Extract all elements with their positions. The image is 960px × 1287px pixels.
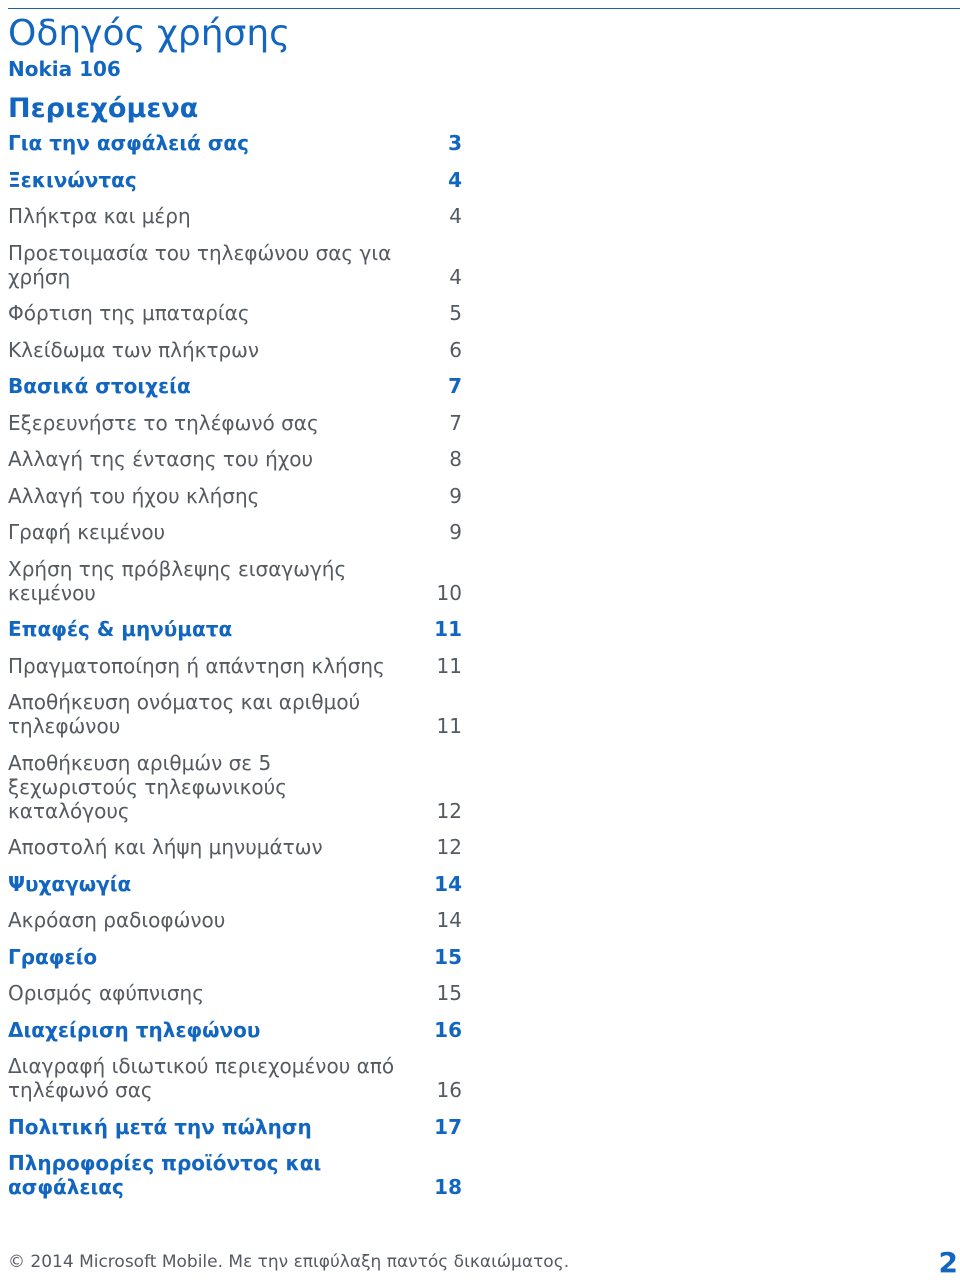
toc-entry-page: 9 [449,520,462,544]
toc-entry-title: Ακρόαση ραδιοφώνου [8,908,226,932]
toc-entry-title: Πλήκτρα και μέρη [8,204,191,228]
toc-entry-title: Ορισμός αφύπνισης [8,981,204,1005]
top-rule [8,8,960,9]
toc-section-entry[interactable] [8,484,462,508]
toc-chapter-entry[interactable] [8,617,462,641]
toc-entry-title: Πολιτική μετά την πώληση [8,1114,312,1139]
toc-entry-page: 12 [436,835,462,859]
toc-entry-page: 14 [434,871,462,896]
toc-section-entry[interactable] [8,751,462,823]
toc-entry-title: Εξερευνήστε το τηλέφωνό σας [8,410,319,435]
toc-section-entry[interactable] [8,690,462,738]
toc-entry-title: Γραφείο [8,944,98,969]
toc-entry-page: 18 [434,1175,462,1199]
toc-section-entry[interactable] [8,835,462,859]
toc-entry-title: Φόρτιση της μπαταρίας [8,301,250,325]
document-subtitle: Nokia 106 [8,57,121,81]
toc-entry-page: 11 [434,617,462,641]
toc-entry-page: 4 [448,167,462,192]
toc-entry-title: Για την ασφάλειά σας [8,131,249,155]
toc-section-entry[interactable] [8,908,462,932]
toc-entry-page: 11 [436,653,462,678]
toc-entry-page: 5 [449,301,462,325]
toc-entry-title: Αλλαγή του ήχου κλήσης [8,483,260,508]
toc-entry-title: Προετοιμασία του τηλεφώνου σας για χρήση [8,240,392,289]
toc-entry-page: 4 [449,204,462,228]
toc-chapter-entry[interactable] [8,872,462,896]
toc-entry-page: 3 [448,131,462,155]
toc-entry-page: 6 [449,337,462,362]
toc-entry-page: 14 [436,908,462,932]
toc-entry-title: Διαχείριση τηλεφώνου [8,1017,261,1042]
toc-chapter-entry[interactable] [8,1115,462,1139]
toc-chapter-entry[interactable] [8,131,462,155]
toc-entry-page: 12 [436,798,462,823]
toc-entry-title: Ξεκινώντας [8,167,137,192]
toc-entry-page: 16 [436,1078,462,1102]
toc-entry-title: Αλλαγή της έντασης του ήχου [8,447,314,471]
toc-entry-title: Γραφή κειμένου [8,520,166,544]
toc-section-entry[interactable] [8,301,462,325]
toc-section-entry[interactable] [8,204,462,228]
footer-page-number: 2 [938,1246,958,1279]
toc-entry-title: Επαφές & μηνύματα [8,617,233,641]
toc-chapter-entry[interactable] [8,1151,462,1199]
toc-entry-title: Πληροφορίες προϊόντος και ασφάλειας [8,1151,322,1199]
toc-entry-page: 11 [436,714,462,738]
toc-chapter-entry[interactable] [8,374,462,398]
toc-entry-title: Αποθήκευση αριθμών σε 5 ξεχωριστούς τηλεφωνικούς καταλόγους [8,750,287,823]
toc-chapter-entry[interactable] [8,1018,462,1042]
toc-entry-title: Κλείδωμα των πλήκτρων [8,337,260,362]
toc-entry-page: 15 [434,944,462,969]
toc-entry-title: Πραγματοποίηση ή απάντηση κλήσης [8,653,385,678]
toc-entry-title: Αποστολή και λήψη μηνυμάτων [8,835,323,859]
toc-entry-page: 4 [449,264,462,289]
toc-entry-page: 7 [449,410,462,435]
document-title: Οδηγός χρήσης [8,13,291,54]
toc-section-entry[interactable] [8,241,462,289]
toc-entry-page: 9 [449,483,462,508]
footer-copyright: © 2014 Microsoft Mobile. Με την επιφύλαξη παντός δικαιώματος. [8,1252,570,1272]
toc-entry-page: 7 [448,374,462,398]
toc-section-entry[interactable] [8,447,462,471]
toc-entry-title: Αποθήκευση ονόματος και αριθμού τηλεφώνου [8,690,361,738]
table-of-contents [8,131,462,1212]
toc-heading: Περιεχόμενα [8,93,199,124]
toc-entry-title: Βασικά στοιχεία [8,374,191,398]
toc-entry-page: 16 [434,1017,462,1042]
toc-entry-title: Διαγραφή ιδιωτικού περιεχομένου από τηλέφωνό σας [8,1054,395,1102]
toc-section-entry[interactable] [8,557,462,605]
toc-chapter-entry[interactable] [8,168,462,192]
toc-section-entry[interactable] [8,981,462,1005]
toc-entry-title: Ψυχαγωγία [8,871,132,896]
toc-section-entry[interactable] [8,654,462,678]
toc-entry-title: Χρήση της πρόβλεψης εισαγωγής κειμένου [8,556,347,605]
toc-entry-page: 17 [434,1114,462,1139]
toc-section-entry[interactable] [8,520,462,544]
toc-entry-page: 15 [436,981,462,1005]
toc-entry-page: 10 [436,580,462,605]
toc-section-entry[interactable] [8,411,462,435]
toc-entry-page: 8 [449,447,462,471]
toc-chapter-entry[interactable] [8,945,462,969]
toc-section-entry[interactable] [8,338,462,362]
toc-section-entry[interactable] [8,1054,462,1102]
